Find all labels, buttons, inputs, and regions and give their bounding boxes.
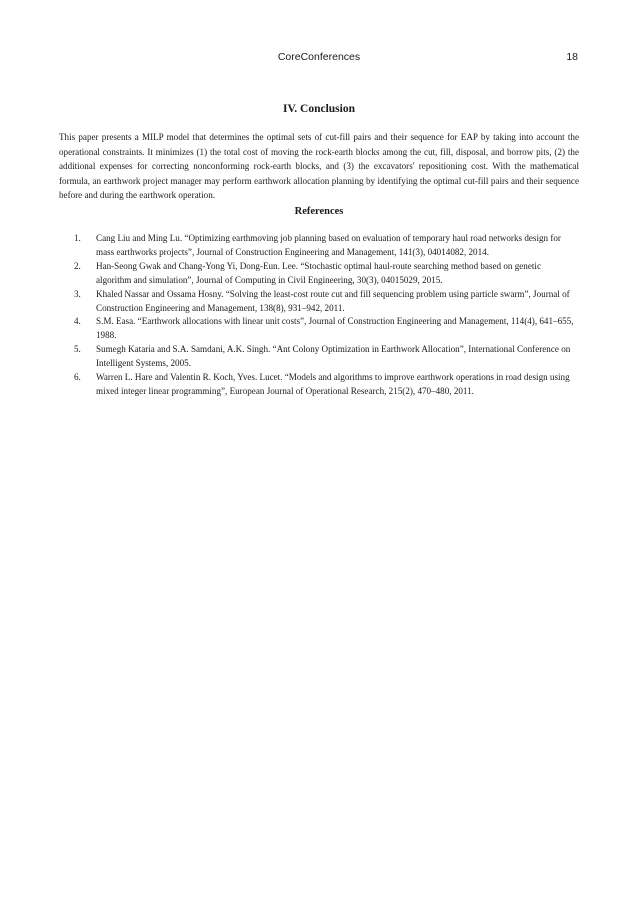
reference-text: Khaled Nassar and Ossama Hosny. “Solving the least-cost route cut and fill sequencing problem using particle swarm”, Journal of Construction Engineering and Management, 138(8), 931–942, 2011. [96,288,570,313]
conclusion-heading: IV. Conclusion [282,103,355,115]
running-header [0,51,638,65]
reference-number: 1. [74,233,81,243]
reference-text: Cang Liu and Ming Lu. “Optimizing earthmoving job planning based on evaluation of temporary haul road networks design for mass earthworks projects”, Journal of Construction Engineering and Management, 141(3), 04014082, 2014. [96,233,561,257]
reference-item-4 [74,315,574,343]
reference-text: Warren L. Hare and Valentin R. Koch, Yves. Lucet. “Models and algorithms to improve earthwork operations in road design using mixed integer linear programming”, European Journal of Operational Research, 215(2), 470–480, 2011. [96,372,570,396]
reference-number: 2. [74,260,81,271]
reference-text: S.M. Easa. “Earthwork allocations with linear unit costs”, Journal of Construction Engineering and Management, 114(4), 641–655, 1988. [96,316,574,341]
reference-number: 3. [74,288,81,299]
reference-item-3 [74,288,574,316]
reference-number: 5. [74,344,81,355]
reference-list [74,232,574,399]
reference-number: 6. [74,372,81,383]
reference-item-2 [74,260,574,288]
page-number: 18 [566,51,578,63]
references-heading: References [294,206,344,217]
reference-text: Sumegh Kataria and S.A. Samdani, A.K. Singh. “Ant Colony Optimization in Earthwork Allocation”, International Conference on Intelligent Systems, 2005. [96,344,571,369]
reference-text: Han-Seong Gwak and Chang-Yong Yi, Dong-Eun. Lee. “Stochastic optimal haul-route searching method based on genetic algorithm and simulation”, Journal of Computing in Civil Engineering, 30(3), 04015029, 2015. [96,260,541,285]
journal-name: CoreConferences [277,51,361,63]
reference-item-1 [74,232,574,260]
reference-item-6 [74,371,574,399]
conclusion-paragraph: This paper presents a MILP model that determines the optimal sets of cut-fill pairs and their sequence for EAP by taking into account the operational constraints. It minimizes (1) the total cost of moving the rock-earth blocks among the cut, fill, disposal, and borrow pits, (2) the additional expenses for correcting nonconforming rock-earth blocks, and (3) the excavators' repositioning cost. With the mathematical formula, an earthwork project manager may perform earthwork allocation planning by identifying the optimal cut-fill pairs and their sequence before and during the earthwork operation. [59,132,579,201]
reference-number: 4. [74,316,81,327]
reference-item-5 [74,343,574,371]
